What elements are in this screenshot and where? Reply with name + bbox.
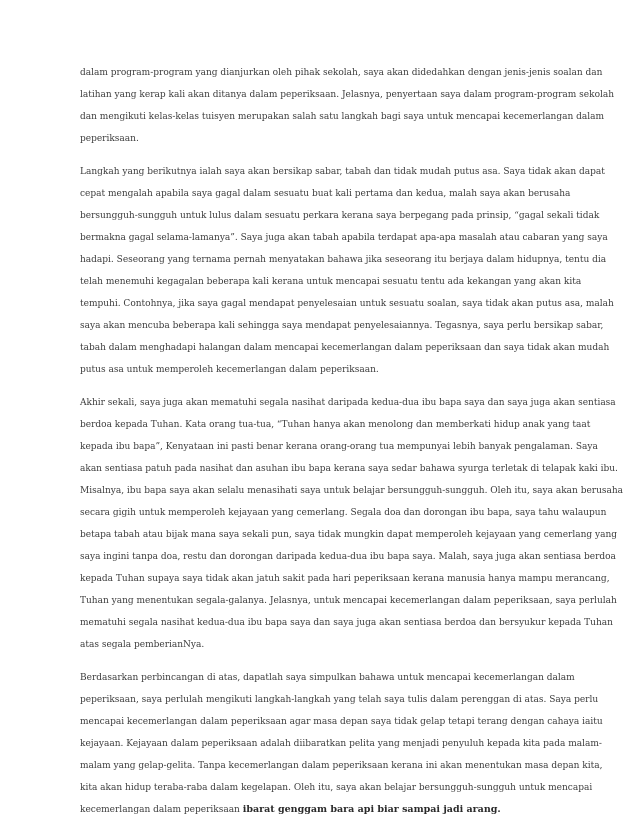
text-line: secara gigih untuk memperoleh kejayaan yang cemerlang. Segala doa dan dorongan ibu bapa, saya tahu walaupun [80, 508, 607, 518]
paragraph-3 [80, 392, 624, 656]
text-line: peperiksaan, saya perlulah mengikuti langkah-langkah yang telah saya tulis dalam perenggan di atas. Saya perlu [80, 695, 599, 705]
final-line-text: kecemerlangan dalam peperiksaan [80, 805, 243, 815]
text-line: mematuhi segala nasihat kedua-dua ibu bapa saya dan saya juga akan sentiasa berdoa dan bersyukur kepada Tuhan [80, 618, 613, 628]
text-line: kejayaan. Kejayaan dalam peperiksaan adalah diibaratkan pelita yang menjadi penyuluh kepada kita pada malam- [80, 739, 602, 749]
text-line: Akhir sekali, saya juga akan mematuhi segala nasihat daripada kedua-dua ibu bapa saya dan saya juga akan sentiasa [80, 398, 616, 408]
text-line: kepada ibu bapa”, Kenyataan ini pasti benar kerana orang-orang tua mempunyai lebih banyak pengalaman. Saya [80, 442, 598, 452]
text-line: latihan yang kerap kali akan ditanya dalam peperiksaan. Jelasnya, penyertaan saya dalam program-program sekolah [80, 90, 615, 100]
text-line: telah menemuhi kegagalan beberapa kali kerana untuk mencapai sesuatu tentu ada kekangan yang akan kita [80, 277, 582, 287]
text-line: Tuhan yang menentukan segala-galanya. Jelasnya, untuk mencapai kecemerlangan dalam peperiksaan, saya perlulah [80, 596, 617, 606]
final-line [80, 799, 575, 821]
text-line: saya akan mencuba beberapa kali sehingga saya mendapat penyelesaiannya. Tegasnya, saya perlu bersikap sabar, [80, 321, 604, 331]
text-line: putus asa untuk memperoleh kecemerlangan dalam peperiksaan. [80, 365, 379, 375]
text-line: bermakna gagal selama-lamanya”. Saya juga akan tabah apabila terdapat apa-apa masalah atau cabaran yang saya [80, 233, 608, 243]
text-line: Misalnya, ibu bapa saya akan selalu menasihati saya untuk belajar bersungguh-sungguh. Oleh itu, saya akan berusaha [80, 486, 624, 496]
text-line: Berdasarkan perbincangan di atas, dapatlah saya simpulkan bahawa untuk mencapai kecemerlangan dalam [80, 673, 575, 683]
paragraph-4 [80, 667, 603, 821]
text-line: kepada Tuhan supaya saya tidak akan jatuh sakit pada hari peperiksaan kerana manusia hanya mampu merancang, [80, 574, 610, 584]
text-line: dan mengikuti kelas-kelas tuisyen merupakan salah satu langkah bagi saya untuk mencapai kecemerlangan dalam [80, 112, 605, 122]
text-line: tabah dalam menghadapi halangan dalam mencapai kecemerlangan dalam peperiksaan dan saya tidak akan mudah [80, 343, 610, 353]
paragraph-2 [80, 161, 614, 381]
bold-proverb: ibarat genggam bara api biar sampai jadi arang. [242, 804, 501, 815]
text-line: berdoa kepada Tuhan. Kata orang tua-tua, “Tuhan hanya akan menolong dan memberkati hidup anak yang taat [80, 420, 591, 430]
text-line: Langkah yang berikutnya ialah saya akan bersikap sabar, tabah dan tidak mudah putus asa. Saya tidak akan dapat [80, 167, 605, 177]
text-line: bersungguh-sungguh untuk lulus dalam sesuatu perkara kerana saya berpegang pada prinsip, “gagal sekali tidak [80, 211, 600, 221]
text-line: akan sentiasa patuh pada nasihat dan asuhan ibu bapa kerana saya sedar bahawa syurga terletak di telapak kaki ibu. [80, 464, 618, 474]
text-line: hadapi. Seseorang yang ternama pernah menyatakan bahawa jika seseorang itu berjaya dalam hidupnya, tentu dia [80, 255, 607, 265]
text-line: tempuhi. Contohnya, jika saya gagal mendapat penyelesaian untuk sesuatu soalan, saya tidak akan putus asa, malah [80, 299, 614, 309]
text-line: saya ingini tanpa doa, restu dan dorongan daripada kedua-dua ibu bapa saya. Malah, saya juga akan sentiasa berdoa [80, 552, 616, 562]
text-line: betapa tabah atau bijak mana saya sekali pun, saya tidak mungkin dapat memperoleh kejayaan yang cemerlang yang [80, 530, 617, 540]
text-line: atas segala pemberianNya. [80, 640, 205, 650]
text-line: kita akan hidup teraba-raba dalam kegelapan. Oleh itu, saya akan belajar bersungguh-sungguh untuk mencapai [80, 783, 593, 793]
paragraph-1 [80, 62, 615, 150]
text-line: mencapai kecemerlangan dalam peperiksaan agar masa depan saya tidak gelap tetapi terang dengan cahaya iaitu [80, 717, 603, 727]
text-line: cepat mengalah apabila saya gagal dalam sesuatu buat kali pertama dan kedua, malah saya akan berusaha [80, 189, 571, 199]
text-line: peperiksaan. [80, 134, 139, 144]
text-line: dalam program-program yang dianjurkan oleh pihak sekolah, saya akan didedahkan dengan jenis-jenis soalan dan [80, 68, 603, 78]
text-line: malam yang gelap-gelita. Tanpa kecemerlangan dalam peperiksaan kerana ini akan menentukan masa depan kita, [80, 761, 603, 771]
document-page [80, 62, 624, 832]
